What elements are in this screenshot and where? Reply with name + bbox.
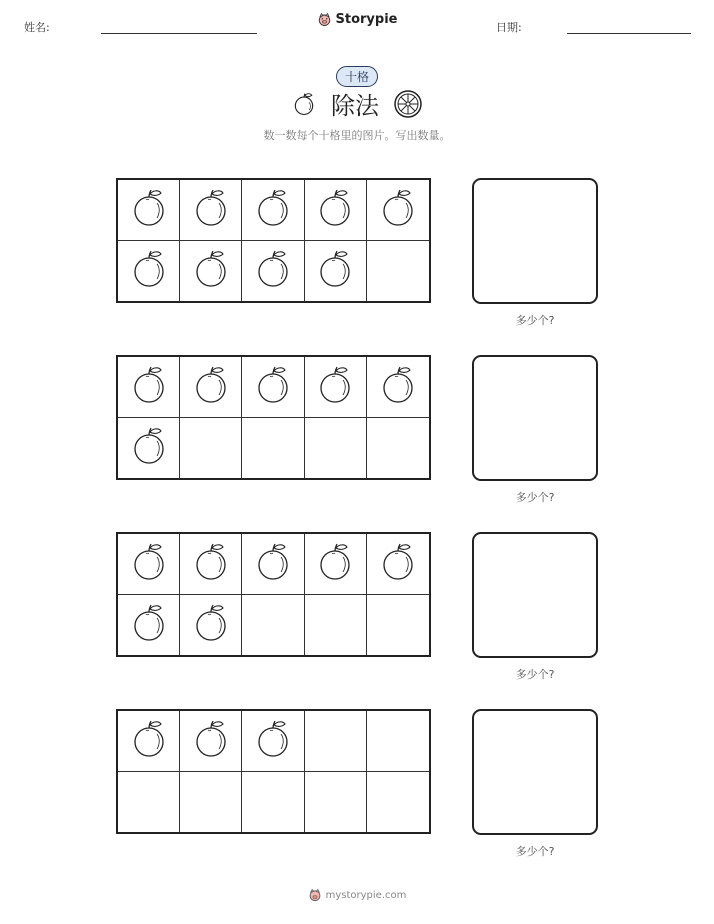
ten-frame-badge: 十格	[336, 66, 378, 87]
orange-icon	[131, 188, 167, 232]
ten-frame-cell	[118, 357, 180, 418]
answer-box-4[interactable]	[472, 709, 598, 835]
ten-frame-cell	[118, 418, 180, 479]
answer-label-3: 多少个?	[515, 668, 555, 681]
ten-frame-cell	[180, 418, 242, 479]
ten-frame-cell	[180, 595, 242, 656]
ten-frame-cell	[180, 241, 242, 302]
pig-mascot-icon	[317, 12, 332, 27]
ten-frame-cell	[242, 772, 304, 833]
answer-box-3[interactable]	[472, 532, 598, 658]
ten-frame-cell	[242, 357, 304, 418]
orange-icon	[255, 542, 291, 586]
ten-frame-cell	[367, 357, 429, 418]
orange-icon	[131, 426, 167, 470]
orange-icon	[380, 365, 416, 409]
pig-mascot-icon	[308, 888, 322, 902]
orange-icon	[193, 249, 229, 293]
footer-url: mystorypie.com	[325, 889, 407, 901]
ten-frame-cell	[180, 772, 242, 833]
orange-icon	[131, 603, 167, 647]
ten-frame-cell	[305, 418, 367, 479]
orange-icon	[380, 188, 416, 232]
brand-name: Storypie	[335, 12, 398, 27]
ten-frame-1	[116, 178, 431, 303]
orange-icon	[255, 188, 291, 232]
ten-frame-cell	[242, 711, 304, 772]
ten-frame-cell	[242, 180, 304, 241]
orange-icon	[317, 188, 353, 232]
ten-frame-cell	[367, 418, 429, 479]
ten-frame-cell	[305, 534, 367, 595]
orange-icon	[255, 365, 291, 409]
ten-frame-cell	[305, 241, 367, 302]
orange-icon	[131, 719, 167, 763]
instructions: 数一数每个十格里的图片。写出数量。	[263, 129, 451, 142]
orange-icon	[193, 188, 229, 232]
ten-frame-cell	[367, 772, 429, 833]
orange-icon	[193, 365, 229, 409]
name-line[interactable]	[101, 33, 257, 34]
title-text: 除法	[331, 92, 379, 120]
ten-frame-cell	[118, 241, 180, 302]
ten-frame-cell	[305, 357, 367, 418]
ten-frame-cell	[180, 180, 242, 241]
ten-frame-cell	[305, 180, 367, 241]
orange-icon	[193, 719, 229, 763]
orange-slice-icon	[393, 89, 423, 119]
orange-icon	[255, 249, 291, 293]
page-title	[0, 86, 714, 123]
orange-icon	[131, 542, 167, 586]
ten-frame-cell	[118, 534, 180, 595]
ten-frame-cell	[367, 534, 429, 595]
ten-frame-cell	[242, 534, 304, 595]
ten-frame-cell	[305, 772, 367, 833]
ten-frame-2	[116, 355, 431, 480]
answer-box-2[interactable]	[472, 355, 598, 481]
ten-frame-cell	[367, 595, 429, 656]
ten-frame-cell	[242, 595, 304, 656]
footer	[0, 888, 714, 905]
answer-box-1[interactable]	[472, 178, 598, 304]
orange-icon	[255, 719, 291, 763]
ten-frame-cell	[367, 241, 429, 302]
orange-icon	[131, 365, 167, 409]
ten-frame-cell	[305, 595, 367, 656]
ten-frame-cell	[180, 357, 242, 418]
name-label: 姓名:	[24, 21, 50, 34]
orange-icon	[317, 542, 353, 586]
ten-frame-cell	[305, 711, 367, 772]
ten-frame-cell	[242, 418, 304, 479]
ten-frame-cell	[180, 711, 242, 772]
ten-frame-cell	[118, 772, 180, 833]
orange-icon	[193, 542, 229, 586]
date-label: 日期:	[496, 21, 522, 34]
brand-logo	[0, 12, 714, 31]
orange-icon	[380, 542, 416, 586]
answer-label-4: 多少个?	[515, 845, 555, 858]
orange-icon	[317, 249, 353, 293]
orange-icon	[291, 91, 317, 117]
orange-icon	[317, 365, 353, 409]
answer-label-2: 多少个?	[515, 491, 555, 504]
ten-frame-cell	[118, 711, 180, 772]
orange-icon	[193, 603, 229, 647]
ten-frame-3	[116, 532, 431, 657]
orange-icon	[131, 249, 167, 293]
ten-frame-cell	[118, 595, 180, 656]
ten-frame-cell	[180, 534, 242, 595]
ten-frame-4	[116, 709, 431, 834]
ten-frame-cell	[242, 241, 304, 302]
ten-frame-cell	[367, 180, 429, 241]
answer-label-1: 多少个?	[515, 314, 555, 327]
ten-frame-cell	[118, 180, 180, 241]
date-line[interactable]	[567, 33, 691, 34]
ten-frame-cell	[367, 711, 429, 772]
